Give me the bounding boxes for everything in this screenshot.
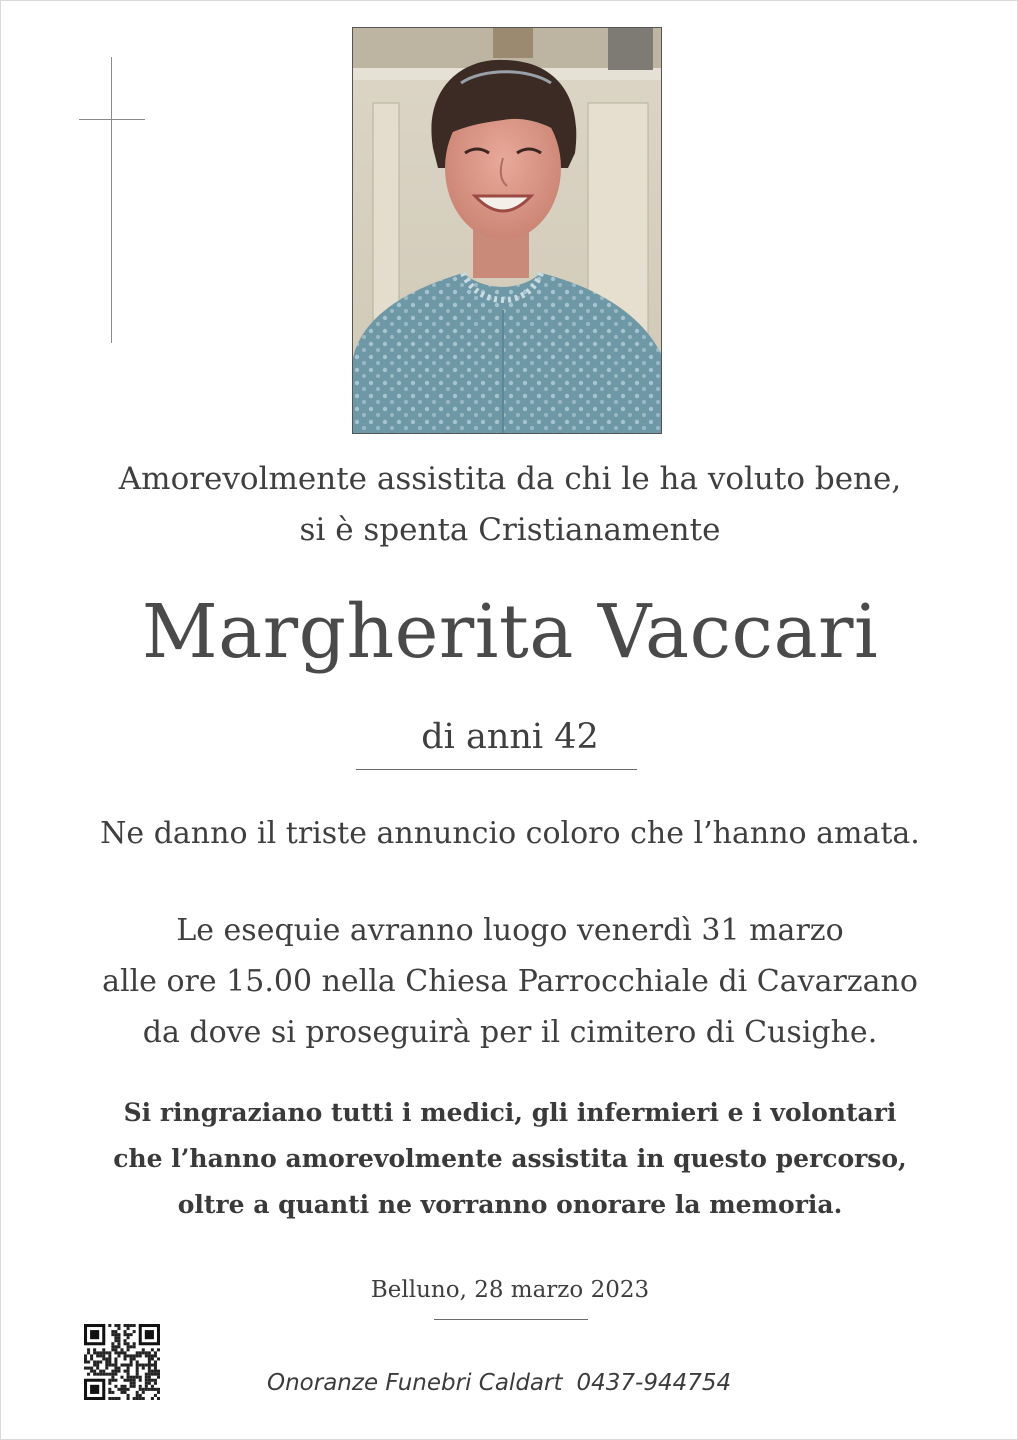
age-line: di anni 42 [421, 717, 599, 757]
intro-line-1: Amorevolmente assistita da chi le ha voluto bene, [118, 461, 902, 497]
intro-line-2: si è spenta Cristianamente [299, 512, 721, 548]
announcement-line: Ne danno il triste annuncio coloro che l’hanno amata. [100, 816, 920, 851]
funeral-line: alle ore 15.00 nella Chiesa Parrocchiale di Cavarzano [102, 964, 918, 999]
thanks-block [1, 1090, 1018, 1228]
portrait-photo [352, 27, 662, 434]
agency-phone: 0437-944754 [576, 1370, 732, 1396]
funeral-line: Le esequie avranno luogo venerdì 31 marzo [176, 913, 844, 948]
thanks-line: oltre a quanti ne vorranno onorare la memoria. [177, 1190, 843, 1219]
qr-code-icon[interactable] [84, 1324, 160, 1400]
funeral-details [1, 905, 1018, 1058]
place-date: Belluno, 28 marzo 2023 [370, 1277, 650, 1303]
thanks-line: Si ringraziano tutti i medici, gli infermieri e i volontari [123, 1098, 897, 1127]
thanks-line: che l’hanno amorevolmente assistita in questo percorso, [113, 1144, 907, 1173]
funeral-line: da dove si proseguirà per il cimitero di Cusighe. [142, 1015, 878, 1050]
age-divider [356, 769, 637, 770]
funeral-agency [267, 1366, 787, 1400]
deceased-name: Margherita Vaccari [141, 589, 879, 675]
date-divider [434, 1319, 588, 1320]
agency-name: Onoranze Funebri Caldart [267, 1370, 563, 1396]
